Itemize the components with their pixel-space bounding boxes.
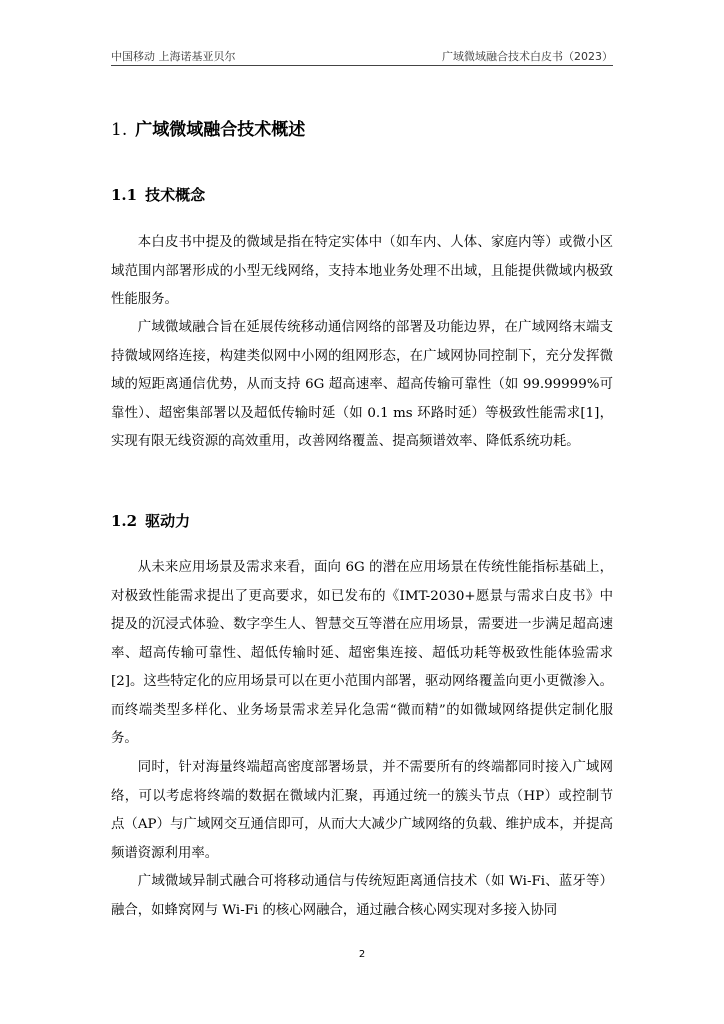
subsection-heading-1-1 <box>111 184 205 206</box>
section-heading <box>111 118 305 142</box>
paragraph: 本白皮书中提及的微域是指在特定实体中（如车内、人体、家庭内等）或微小区域范围内部署形成的小型无线网络，支持本地业务处理不出域，且能提供微域内极致性能服务。 <box>111 235 613 307</box>
subsection-title: 技术概念 <box>145 186 206 204</box>
paragraph: 广域微域异制式融合可将移动通信与传统短距离通信技术（如 Wi-Fi、蓝牙等）融合，如蜂窝网与 Wi-Fi 的核心网融合，通过融合核心网实现对多接入协同 <box>111 874 613 918</box>
subsection-heading-1-2 <box>111 510 190 532</box>
paragraph: 广域微域融合旨在延展传统移动通信网络的部署及功能边界，在广域网络末端支持微域网络连接，构建类似网中小网的组网形态，在广域网协同控制下，充分发挥微域的短距离通信优势，从而支持 6G 超高速率、超高传输可靠性（如 99.99999%可靠性）、超密集部署以及超低传输时延（如 0.1 ms 环路时延）等极致性能需求[1]，实现有限无线资源的高效重用，改善网络覆盖、提高频谱效率、降低系统功耗。 <box>111 320 613 449</box>
paragraph: 从未来应用场景及需求来看，面向 6G 的潜在应用场景在传统性能指标基础上，对极致性能需求提出了更高要求，如已发布的《IMT-2030+愿景与需求白皮书》中提及的沉浸式体验、数字孪生人、智慧交互等潜在应用场景，需要进一步满足超高速率、超高传输可靠性、超低传输时延、超密集连接、超低功耗等极致性能体验需求[2]。这些特定化的应用场景可以在更小范围内部署，驱动网络覆盖向更小更微渗入。而终端类型多样化、业务场景需求差异化急需“微而精”的如微域网络提供定制化服务。 <box>111 560 613 746</box>
paragraph: 同时，针对海量终端超高密度部署场景，并不需要所有的终端都同时接入广域网络，可以考虑将终端的数据在微域内汇聚，再通过统一的簇头节点（HP）或控制节点（AP）与广域网交互通信即可，从而大大减少广域网络的负载、维护成本，并提高频谱资源利用率。 <box>111 760 613 861</box>
header-left-text: 中国移动 上海诺基亚贝尔 <box>111 50 236 63</box>
section-number: 1. <box>111 120 128 140</box>
subsection-number: 1.2 <box>111 512 138 530</box>
header-right-text: 广域微域融合技术白皮书（2023） <box>442 50 613 63</box>
subsection-number: 1.1 <box>111 186 138 204</box>
section-title: 广域微域融合技术概述 <box>135 120 306 140</box>
subsection-title: 驱动力 <box>145 512 191 530</box>
page-number: 2 <box>358 949 366 960</box>
page-header <box>111 49 613 66</box>
